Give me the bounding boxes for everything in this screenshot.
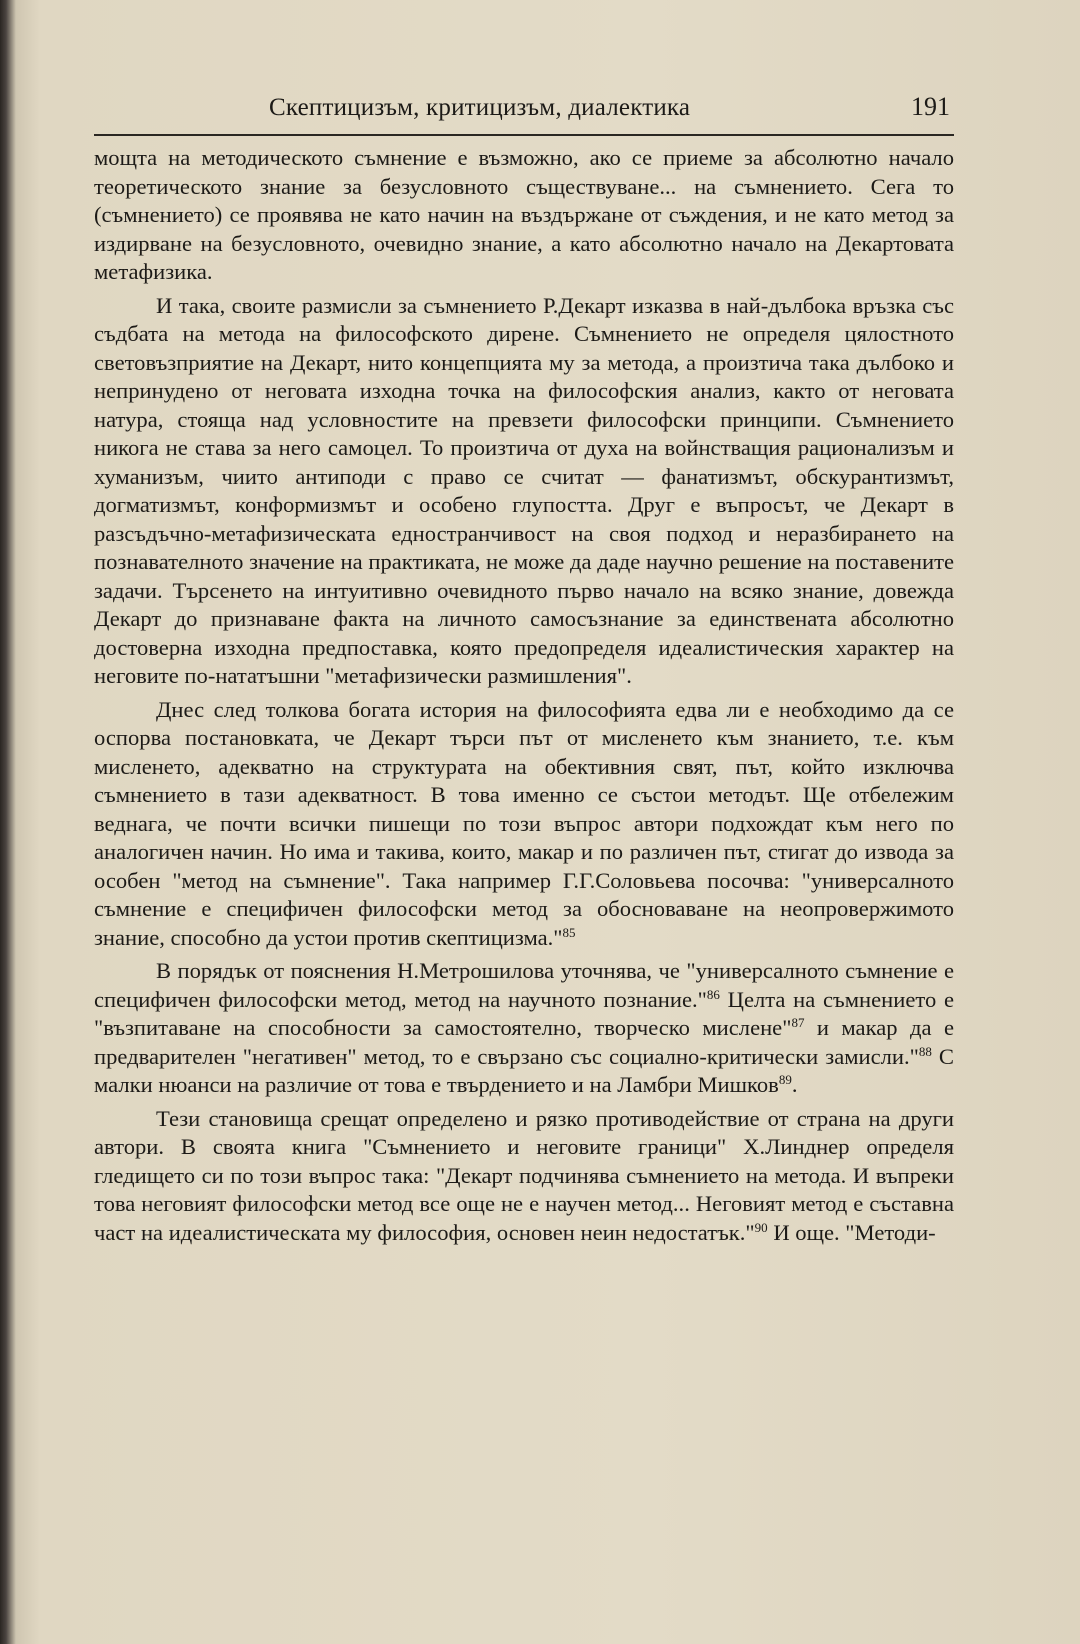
paragraph: [94, 1105, 954, 1248]
running-title: Скептицизъм, критицизъм, диалектика: [269, 94, 691, 121]
paragraph-text: Днес след толкова богата история на философията едва ли е необходимо да се оспорва постановката, че Декарт търси път от мисленето към знанието, т.е. към мисленето, адекватно на структурата на обективния свят, път, който изключва съмнението в тази адекватност. В това именно се състои методът. Ще отбележим веднага, че почти всички пишещи по този въпрос автори подхождат към него по аналогичен начин. Но има и такива, които, макар и по различен път, стигат до извода за особен "метод на съмнение". Така например Г.Г.Соловьева посочва: "универсалното съмнение е специфичен философски метод за обосноваване на неопровержимото знание, способно да устои против скептицизма.": [94, 696, 954, 950]
footnote-ref: 89: [778, 1072, 792, 1087]
paragraph-text: И още. "Методи-: [767, 1219, 936, 1245]
paragraph-text: Целта на съмнението е "възпитаване на способности за самостоятелно, творческо мислене": [94, 986, 955, 1040]
paragraph-text: .: [791, 1072, 798, 1097]
paragraph: [94, 144, 954, 287]
paragraph-text: и макар да е предварителен "негативен" метод, то е свързано със социално-критически замисли.": [94, 1015, 954, 1069]
page-number: 191: [911, 92, 950, 121]
paragraph: [94, 957, 954, 1100]
footnote-ref: 90: [754, 1219, 768, 1235]
paragraph-text: С малки нюанси на различие от това е твърдението и на Ламбри Мишков: [94, 1043, 955, 1097]
body-text: [94, 144, 954, 1252]
paragraph-text: И така, своите размисли за съмнението Р.Декарт изказва в най-дълбока връзка със съдбата на метода на философското дирене. Съмнението не определя цялостното световъзприятие на Декарт, нито концепцията му за метода, а произтича така дълбоко и непринудено от неговата изходна точка на философския анализ, както от неговата натура, стояща над условностите на превзети философски принципи. Съмнението никога не става за него самоцел. То произтича от духа на войнстващия рационализъм и хуманизъм, чиито антиподи с право се считат — фанатизмът, обскурантизмът, догматизмът, конформизмът и особено глупостта. Друг е въпросът, че Декарт в разсъдъчно-метафизическата едностранчивост на своя подход и неразбирането на познавателното значение на практиката, не може да даде научно решение на поставените задачи. Търсенето на интуитивно очевидното първо начало на всяко знание, довежда Декарт до признаване факта на личното самосъзнание за единствената абсолютно достоверна изходна предпоставка, която предопределя идеалистическия характер на неговите по-нататъшни "метафизически размишления".: [94, 292, 954, 688]
footnote-ref: 86: [706, 986, 720, 1002]
footnote-ref: 87: [791, 1015, 805, 1030]
paragraph: [94, 292, 954, 691]
footnote-ref: 88: [918, 1043, 932, 1059]
paragraph-text: В порядък от пояснения Н.Метрошилова уточнява, че "универсалното съмнение е специфичен философски метод, метод на научното познание.": [94, 958, 954, 1012]
page-header: [94, 90, 954, 136]
paragraph-text: Тези становища срещат определено и рязко противодействие от страна на други автори. В своята книга "Съмнението и неговите граници" Х.Линднер определя гледището си по този въпрос така: "Декарт подчинява съмнението на метода. И въпреки това неговият философски метод все още не е научен метод... Неговият метод е съставна част на идеалистическата му философия, основен неин недостатък.": [94, 1105, 954, 1245]
footnote-ref: 85: [562, 924, 576, 940]
paragraph-text: мощта на методическото съмнение е възможно, ако се приеме за абсолютно начало теоретическото знание за безусловното съществуване... на съмнението. Сега то (съмнението) се проявява не като начин на въздържане от съждения, и не като метод за издирване на безусловното, очевидно знание, а като абсолютно начало на Декартовата метафизика.: [94, 145, 954, 284]
paragraph: [94, 696, 954, 953]
